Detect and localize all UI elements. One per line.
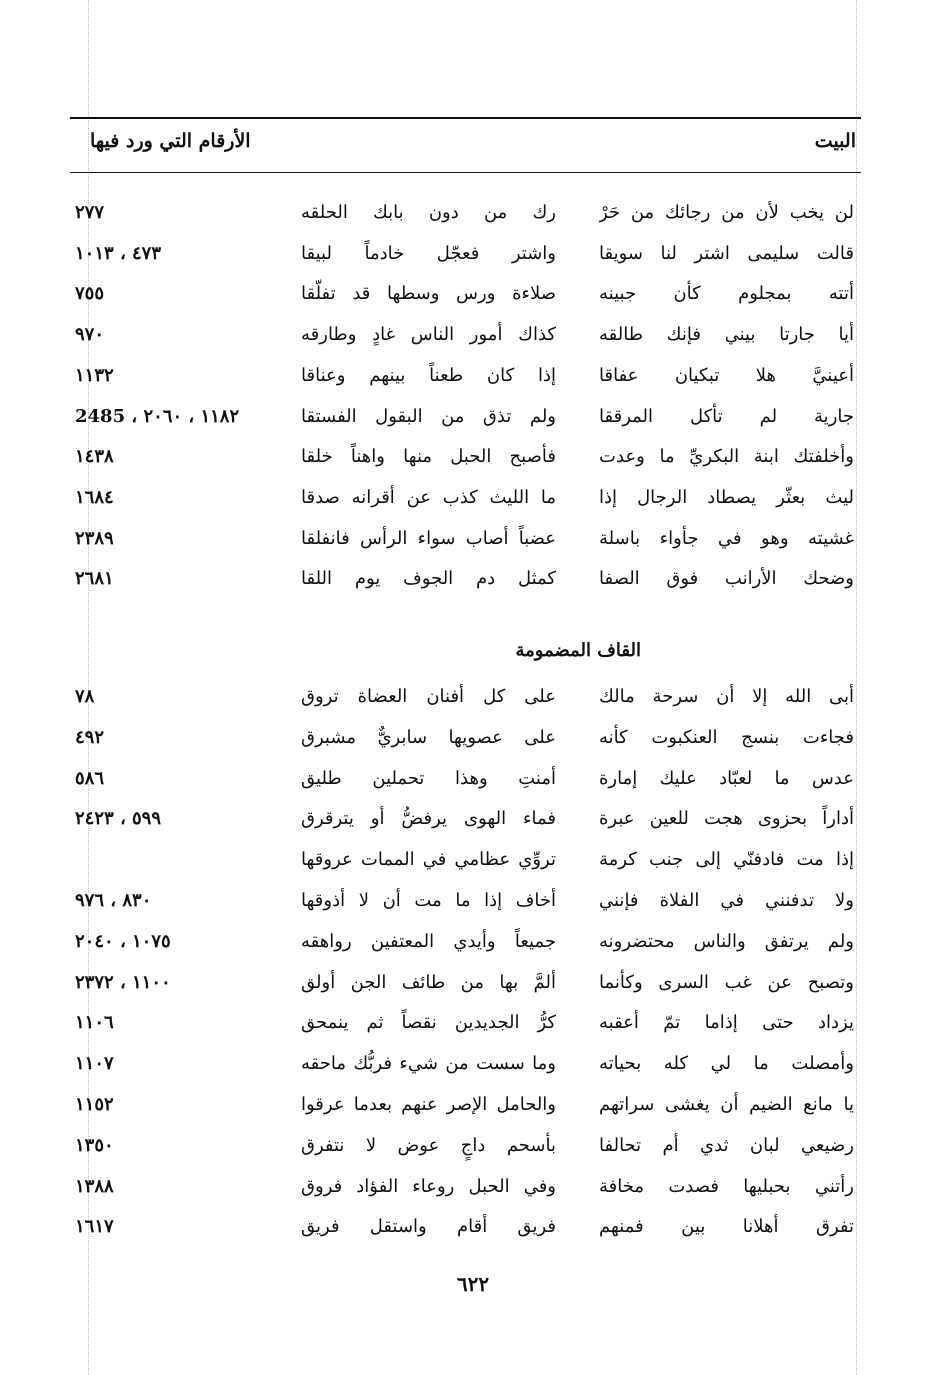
verse-first-hemistich: ولا تدفنني في الفلاة فإنني	[599, 890, 854, 911]
verse-row	[0, 437, 946, 477]
verse-second-hemistich: على عصويها سابريٌّ مشبرق	[301, 726, 556, 748]
verse-row	[0, 397, 946, 437]
verse-first-hemistich: وأمصلت ما لي كله بحياته	[599, 1053, 854, 1075]
reference-numbers: ١١٨٢ ، ٢٠٦٠ ، 2485	[75, 405, 240, 427]
verse-row	[0, 1003, 946, 1043]
verse-first-hemistich: ليث بعثّر يصطاد الرجال إذا	[599, 486, 854, 508]
verse-second-hemistich: تروِّي عظامي في الممات عروقها	[301, 849, 556, 871]
verse-second-hemistich: إذا كان طعناً بينهم وعناقا	[301, 364, 556, 386]
verse-first-hemistich: جارية لم تأكل المرققا	[599, 405, 854, 427]
reference-numbers: ٧٥٥	[75, 283, 105, 305]
verse-second-hemistich: جميعاً وأيدي المعتفين رواهقه	[301, 930, 556, 952]
reference-numbers: ١١٣٢	[75, 364, 114, 386]
reference-numbers: ٥٩٩ ، ٢٤٢٣	[75, 808, 162, 830]
verse-row	[0, 315, 946, 355]
verse-row	[0, 559, 946, 599]
verse-first-hemistich: إذا مت فادفنّي إلى جنب كرمة	[599, 849, 854, 871]
verse-row	[0, 799, 946, 839]
verse-row	[0, 677, 946, 717]
verse-second-hemistich: واشتر فعجّل خادماً لبيقا	[301, 242, 556, 264]
reference-numbers: ١٣٥٠	[75, 1134, 114, 1156]
verse-row	[0, 922, 946, 962]
verse-second-hemistich: أخاف إذا ما مت أن لا أذوقها	[301, 890, 556, 911]
column-header-numbers: الأرقام التي ورد فيها	[90, 130, 251, 152]
reference-numbers: ١٦٨٤	[75, 486, 114, 508]
verse-first-hemistich: رأتني بحبليها فصدت مخافة	[599, 1175, 854, 1197]
reference-numbers: ٤٧٣ ، ١٠١٣	[75, 242, 162, 264]
verse-second-hemistich: ألمَّ بها من طائف الجن أولق	[301, 971, 556, 993]
verse-second-hemistich: وما سست من شيء فربُّك ماحقه	[301, 1053, 556, 1075]
verse-row	[0, 1167, 946, 1207]
verse-row	[0, 881, 946, 921]
verse-first-hemistich: أتته بمجلوم كأن جبينه	[599, 283, 854, 305]
verse-second-hemistich: كرُّ الجديدين نقصاً ثم ينمحق	[301, 1012, 556, 1034]
verse-first-hemistich: قالت سليمى اشتر لنا سويقا	[599, 242, 854, 264]
verse-row	[0, 193, 946, 233]
verse-second-hemistich: فماء الهوى يرفضُّ أو يترقرق	[301, 808, 556, 830]
verse-first-hemistich: وتصبح عن غب السرى وكأنما	[599, 971, 854, 993]
reference-numbers: ٩٧٠	[75, 324, 105, 346]
verse-row	[0, 963, 946, 1003]
verse-row	[0, 274, 946, 314]
header-subrule	[70, 172, 861, 173]
verse-row	[0, 759, 946, 799]
verse-row	[0, 356, 946, 396]
verse-first-hemistich: رضيعي لبان ثدي أم تحالفا	[599, 1134, 854, 1156]
reference-numbers: ١٦١٧	[75, 1216, 114, 1238]
verse-first-hemistich: وأخلفتك ابنة البكريِّ ما وعدت	[599, 446, 854, 468]
verse-second-hemistich: ما الليث كذب عن أقرانه صدقا	[301, 486, 556, 508]
verse-first-hemistich: أعينيَّ هلا تبكيان عفاقا	[599, 364, 854, 386]
verse-second-hemistich: كذاك أمور الناس غادٍ وطارقه	[301, 324, 556, 346]
verse-second-hemistich: كمثل دم الجوف يوم اللقا	[301, 568, 556, 590]
reference-numbers: ١١٥٢	[75, 1094, 114, 1115]
reference-numbers: ٥٨٦	[75, 767, 105, 789]
verse-row	[0, 478, 946, 518]
verse-second-hemistich: وفي الحبل روعاء الفؤاد فروق	[301, 1175, 556, 1197]
verse-second-hemistich: عضباً أصاب سواء الرأس فانفلقا	[301, 527, 556, 549]
verse-second-hemistich: أمنتِ وهذا تحملين طليق	[301, 767, 556, 789]
verse-first-hemistich: وضحك الأرانب فوق الصفا	[599, 568, 854, 590]
verse-second-hemistich: على كل أفنان العضاة تروق	[301, 686, 556, 707]
verse-second-hemistich: صلاءة ورس وسطها قد تفلّقا	[301, 283, 556, 305]
verse-second-hemistich: بأسحم داجٍ عوض لا نتفرق	[301, 1134, 556, 1156]
page-number: ٦٢٢	[456, 1272, 490, 1296]
reference-numbers: ٤٩٢	[75, 726, 105, 748]
verse-second-hemistich: ولم تذق من البقول الفستقا	[301, 405, 556, 427]
verse-second-hemistich: رك من دون بابك الحلقه	[301, 202, 556, 223]
verse-second-hemistich: فأصبح الحبل منها واهناً خلقا	[301, 446, 556, 468]
verse-row	[0, 1126, 946, 1166]
reference-numbers	[75, 840, 265, 880]
verse-row	[0, 234, 946, 274]
verse-first-hemistich: أيا جارتا بيني فإنك طالقه	[599, 324, 854, 346]
verse-first-hemistich: فجاءت بنسج العنكبوت كأنه	[599, 726, 854, 748]
reference-numbers: ٢٣٨٩	[75, 527, 114, 549]
verse-first-hemistich: يزداد حتى إذاما تمّ أعقبه	[599, 1012, 854, 1034]
reference-numbers: ٧٨	[75, 686, 95, 707]
section-title: القاف المضمومة	[515, 640, 641, 661]
verse-first-hemistich: عدس ما لعبّاد عليك إمارة	[599, 767, 854, 789]
verse-first-hemistich: يا مانع الضيم أن يغشى سراتهم	[599, 1094, 854, 1115]
verse-first-hemistich: ولم يرتفق والناس محتضرونه	[599, 930, 854, 952]
reference-numbers: ١٣٨٨	[75, 1175, 114, 1197]
verse-row	[0, 1044, 946, 1084]
verse-second-hemistich: والحامل الإصر عنهم بعدما عرقوا	[301, 1094, 556, 1115]
column-header-verse: البيت	[814, 130, 856, 152]
verse-second-hemistich: فريق أقام واستقل فريق	[301, 1216, 556, 1238]
reference-numbers: ١٠٧٥ ، ٢٠٤٠	[75, 930, 171, 952]
verse-row	[0, 1085, 946, 1125]
verse-first-hemistich: أداراً بحزوى هجت للعين عبرة	[599, 808, 854, 830]
reference-numbers: ٨٣٠ ، ٩٧٦	[75, 890, 152, 911]
verse-row	[0, 840, 946, 880]
verse-first-hemistich: غشيته وهو في جأواء باسلة	[599, 527, 854, 549]
reference-numbers: ٢٦٨١	[75, 568, 114, 590]
verse-row	[0, 519, 946, 559]
reference-numbers: ٢٧٧	[75, 202, 105, 223]
verse-row	[0, 718, 946, 758]
verse-first-hemistich: أبى الله إلا أن سرحة مالك	[599, 686, 854, 707]
verse-row	[0, 1207, 946, 1247]
reference-numbers: ١١٠٧	[75, 1053, 114, 1075]
reference-numbers: ١١٠٠ ، ٢٣٧٢	[75, 971, 171, 993]
verse-first-hemistich: لن يخب لأن من رجائك من حَرْ	[599, 202, 854, 223]
reference-numbers: ١١٠٦	[75, 1012, 114, 1034]
header-rule	[70, 117, 861, 119]
reference-numbers: ١٤٣٨	[75, 446, 114, 468]
verse-first-hemistich: تفرق أهلانا بين فمنهم	[599, 1216, 854, 1238]
